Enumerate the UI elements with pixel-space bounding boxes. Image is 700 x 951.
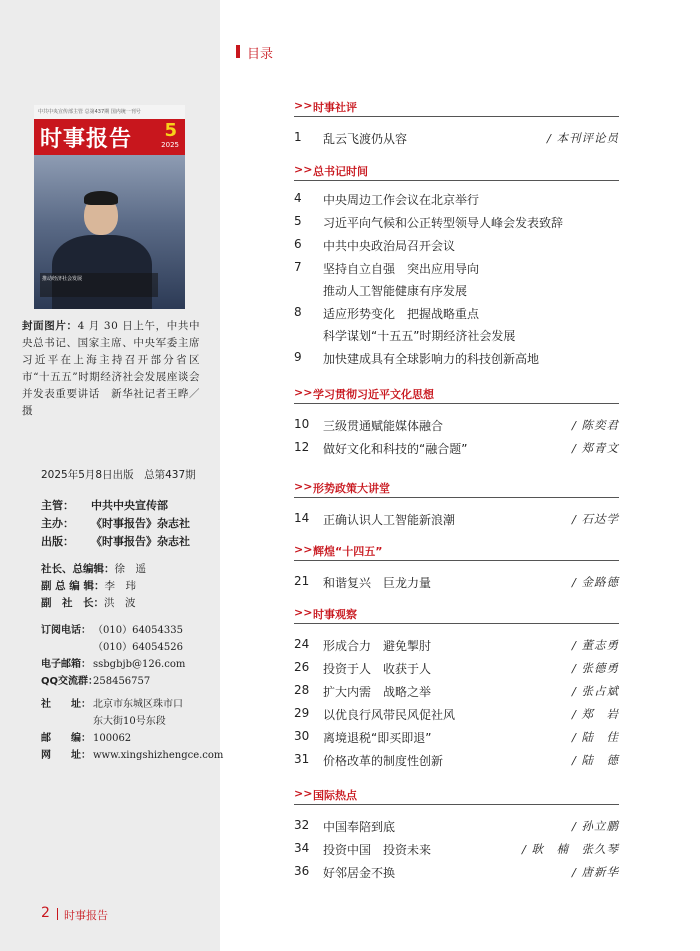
section-arrow-icon: >> bbox=[294, 480, 313, 493]
sponsor-value: 《时事报告》杂志社 bbox=[91, 535, 190, 548]
toc-entry-title: 扩大内需 战略之举 bbox=[323, 685, 432, 699]
toc-entry-title: 做好文化和科技的“融合题” bbox=[323, 442, 468, 456]
toc-entry-page: 30 bbox=[294, 729, 310, 743]
toc-section-name: 辉煌“十四五” bbox=[313, 545, 383, 558]
toc-entry-page: 10 bbox=[294, 417, 310, 431]
toc-entry-title: 乱云飞渡仍从容 bbox=[323, 132, 408, 146]
toc-entry-author: / 董志勇 bbox=[571, 638, 619, 652]
toc-entry-title: 适应形势变化 把握战略重点 bbox=[323, 307, 480, 321]
cover-banner-line: 推动经济社会发展 bbox=[42, 276, 83, 282]
toc-entry-title: 价格改革的制度性创新 bbox=[323, 754, 444, 768]
toc-entry-page: 4 bbox=[294, 191, 302, 205]
toc-entry-author: / 本刊评论员 bbox=[546, 131, 619, 145]
page-number: 2 bbox=[41, 905, 50, 921]
toc-entry-page: 24 bbox=[294, 637, 310, 651]
address-row bbox=[41, 730, 223, 747]
toc-entry[interactable] bbox=[294, 706, 619, 722]
toc-entry-title: 投资于人 收获于人 bbox=[323, 662, 432, 676]
toc-entry-author: / 孙立鹏 bbox=[571, 819, 619, 833]
contact-label: 订阅电话： bbox=[41, 625, 91, 636]
address-value: 东大街10号东段 bbox=[93, 716, 166, 727]
contact-list bbox=[41, 622, 185, 690]
toc-entry[interactable] bbox=[294, 260, 619, 298]
toc-entry-author: / 陆 佳 bbox=[571, 730, 619, 744]
toc-entry[interactable] bbox=[294, 350, 619, 366]
toc-entry-title: 投资中国 投资未来 bbox=[323, 843, 432, 857]
toc-section-name: 时事观察 bbox=[313, 608, 357, 621]
toc-entry-author: / 陈奕君 bbox=[571, 418, 619, 432]
contact-value: （010）64054526 bbox=[93, 642, 183, 653]
sponsor-row bbox=[41, 497, 190, 515]
toc-entry[interactable] bbox=[294, 191, 619, 207]
toc-section-name: 形势政策大讲堂 bbox=[313, 482, 390, 495]
address-value: www.xingshizhengce.com bbox=[93, 750, 224, 761]
editor-value: 李 玮 bbox=[104, 580, 136, 592]
contact-label: QQ交流群： bbox=[41, 676, 99, 687]
sponsor-label: 主管： bbox=[41, 499, 74, 512]
toc-section-name: 时事社评 bbox=[313, 101, 357, 114]
address-value: 北京市东城区珠市口 bbox=[93, 699, 183, 710]
section-arrow-icon: >> bbox=[294, 99, 313, 112]
footer-magazine-name: 时事报告 bbox=[64, 909, 108, 922]
contact-row bbox=[41, 622, 185, 639]
cover-issue-number: 5 bbox=[164, 120, 177, 141]
toc-entry-author: / 郑青文 bbox=[571, 441, 619, 455]
address-row bbox=[41, 747, 223, 764]
toc-section-header bbox=[294, 541, 619, 561]
sponsor-value: 《时事报告》杂志社 bbox=[91, 517, 190, 530]
toc-entry-page: 34 bbox=[294, 841, 310, 855]
contact-value: 258456757 bbox=[93, 676, 151, 687]
section-arrow-icon: >> bbox=[294, 606, 313, 619]
toc-entry-title: 三级贯通赋能媒体融合 bbox=[323, 419, 444, 433]
toc-entry[interactable] bbox=[294, 237, 619, 253]
toc-title: 目录 bbox=[247, 47, 274, 62]
toc-entry-page: 21 bbox=[294, 574, 310, 588]
toc-entry[interactable] bbox=[294, 574, 619, 590]
toc-entry-title-line2: 科学谋划“十五五”时期经济社会发展 bbox=[323, 329, 516, 343]
toc-entry[interactable] bbox=[294, 841, 619, 857]
toc-entry[interactable] bbox=[294, 511, 619, 527]
sponsor-label: 出版： bbox=[41, 535, 74, 548]
address-row bbox=[41, 696, 223, 713]
editor-list bbox=[41, 561, 146, 612]
magazine-cover-image bbox=[34, 105, 185, 309]
section-arrow-icon: >> bbox=[294, 163, 313, 176]
toc-entry-title: 中共中央政治局召开会议 bbox=[323, 239, 456, 253]
toc-section-name: 学习贯彻习近平文化思想 bbox=[313, 388, 434, 401]
contact-value: （010）64054335 bbox=[93, 625, 183, 636]
editor-row bbox=[41, 595, 146, 612]
address-label: 社 址： bbox=[41, 699, 91, 710]
toc-entry-page: 14 bbox=[294, 511, 310, 525]
cover-caption-label: 封面图片： bbox=[22, 320, 78, 332]
toc-entry-title: 坚持自立自强 突出应用导向 bbox=[323, 262, 480, 276]
sponsor-value: 中共中央宣传部 bbox=[91, 499, 168, 512]
cover-top-line: 中共中央宣传部主管 总第437期 国内统一刊号 bbox=[34, 105, 185, 119]
toc-entry-page: 8 bbox=[294, 305, 302, 319]
toc-entry[interactable] bbox=[294, 683, 619, 699]
address-row bbox=[41, 713, 223, 730]
toc-entry[interactable] bbox=[294, 660, 619, 676]
toc-entry-page: 32 bbox=[294, 818, 310, 832]
section-arrow-icon: >> bbox=[294, 386, 313, 399]
section-arrow-icon: >> bbox=[294, 787, 313, 800]
toc-entry-author: / 张占斌 bbox=[571, 684, 619, 698]
address-value: 100062 bbox=[93, 733, 132, 744]
contact-row bbox=[41, 639, 185, 656]
toc-entry-title: 好邻居金不换 bbox=[323, 866, 396, 880]
toc-entry-author: / 金路德 bbox=[571, 575, 619, 589]
cover-photo bbox=[34, 155, 185, 309]
address-label: 网 址： bbox=[41, 750, 91, 761]
editor-label: 社长、总编辑： bbox=[41, 563, 115, 575]
cover-person-body bbox=[52, 235, 152, 309]
footer-divider bbox=[57, 908, 58, 920]
editor-value: 徐 遥 bbox=[114, 563, 146, 575]
toc-entry-page: 7 bbox=[294, 260, 302, 274]
toc-entry-page: 9 bbox=[294, 350, 302, 364]
toc-section-header bbox=[294, 384, 619, 404]
cover-banner bbox=[40, 273, 158, 297]
toc-entry-title-line2: 推动人工智能健康有序发展 bbox=[323, 284, 468, 298]
toc-entry-page: 26 bbox=[294, 660, 310, 674]
toc-entry[interactable] bbox=[294, 752, 619, 768]
section-arrow-icon: >> bbox=[294, 543, 313, 556]
toc-entry-title: 形成合力 避免掣肘 bbox=[323, 639, 432, 653]
toc-entry-title: 加快建成具有全球影响力的科技创新高地 bbox=[323, 352, 540, 366]
toc-section-header bbox=[294, 97, 619, 117]
toc-marker-bar bbox=[236, 45, 240, 58]
address-label bbox=[41, 713, 93, 730]
toc-section-header bbox=[294, 785, 619, 805]
toc-entry-page: 36 bbox=[294, 864, 310, 878]
toc-entry-author: / 张德勇 bbox=[571, 661, 619, 675]
cover-masthead-title: 时事报告 bbox=[40, 127, 133, 152]
toc-entry[interactable] bbox=[294, 864, 619, 880]
toc-section-header bbox=[294, 604, 619, 624]
toc-section-header bbox=[294, 161, 619, 181]
sponsor-label: 主办： bbox=[41, 517, 74, 530]
toc-section-name: 总书记时间 bbox=[313, 165, 368, 178]
contact-row bbox=[41, 656, 185, 673]
editor-value: 洪 波 bbox=[104, 597, 136, 609]
toc-entry-page: 28 bbox=[294, 683, 310, 697]
toc-section-name: 国际热点 bbox=[313, 789, 357, 802]
editor-label: 副 社 长： bbox=[41, 597, 104, 609]
toc-entry-page: 29 bbox=[294, 706, 310, 720]
sponsor-row bbox=[41, 533, 190, 551]
toc-entry[interactable] bbox=[294, 305, 619, 343]
toc-entry-title: 中国奉陪到底 bbox=[323, 820, 396, 834]
editor-label: 副 总 编 辑： bbox=[41, 580, 105, 592]
address-list bbox=[41, 696, 223, 764]
contact-row bbox=[41, 673, 185, 690]
toc-entry[interactable] bbox=[294, 130, 619, 146]
toc-entry-author: / 郑 岩 bbox=[571, 707, 619, 721]
toc-entry[interactable] bbox=[294, 637, 619, 653]
cover-caption-text: 4 月 30 日上午，中共中央总书记、国家主席、中央军委主席习近平在上海主持召开部分省区市“十五五”时期经济社会发展座谈会并发表重要讲话 新华社记者王晔／摄 bbox=[22, 320, 201, 417]
left-sidebar bbox=[0, 0, 224, 951]
toc-entry-title: 中央周边工作会议在北京举行 bbox=[323, 193, 480, 207]
editor-row bbox=[41, 578, 146, 595]
contact-label bbox=[41, 639, 93, 656]
cover-person-hair bbox=[84, 191, 118, 205]
toc-entry[interactable] bbox=[294, 818, 619, 834]
toc-entry[interactable] bbox=[294, 417, 619, 433]
toc-entry-author: / 石达学 bbox=[571, 512, 619, 526]
toc-entry-title: 离境退税“即买即退” bbox=[323, 731, 432, 745]
toc-entry[interactable] bbox=[294, 440, 619, 456]
toc-entry-page: 6 bbox=[294, 237, 302, 251]
sponsor-list bbox=[41, 497, 190, 551]
toc-entry-title: 习近平向气候和公正转型领导人峰会发表致辞 bbox=[323, 216, 564, 230]
toc-entry[interactable] bbox=[294, 214, 619, 230]
toc-entry-title: 以优良行风带民风促社风 bbox=[323, 708, 456, 722]
address-label: 邮 编： bbox=[41, 733, 91, 744]
publication-info: 2025年5月8日出版 总第437期 bbox=[41, 469, 196, 481]
toc-entry-title: 和谐复兴 巨龙力量 bbox=[323, 576, 432, 590]
toc-entry[interactable] bbox=[294, 729, 619, 745]
contact-value: ssbgbjb@126.com bbox=[93, 659, 186, 670]
toc-entry-author: / 陆 德 bbox=[571, 753, 619, 767]
toc-entry-author: / 唐新华 bbox=[571, 865, 619, 879]
cover-masthead bbox=[34, 119, 185, 155]
toc-entry-page: 1 bbox=[294, 130, 302, 144]
contact-label: 电子邮箱： bbox=[41, 659, 91, 670]
toc-entry-author: / 耿 楠 张久琴 bbox=[521, 842, 619, 856]
toc-entry-title: 正确认识人工智能新浪潮 bbox=[323, 513, 456, 527]
editor-row bbox=[41, 561, 146, 578]
toc-entry-page: 12 bbox=[294, 440, 310, 454]
sponsor-row bbox=[41, 515, 190, 533]
toc-section-header bbox=[294, 478, 619, 498]
cover-caption bbox=[22, 318, 200, 420]
toc-entry-page: 5 bbox=[294, 214, 302, 228]
toc-entry-page: 31 bbox=[294, 752, 310, 766]
cover-year: 2025 bbox=[161, 141, 179, 149]
